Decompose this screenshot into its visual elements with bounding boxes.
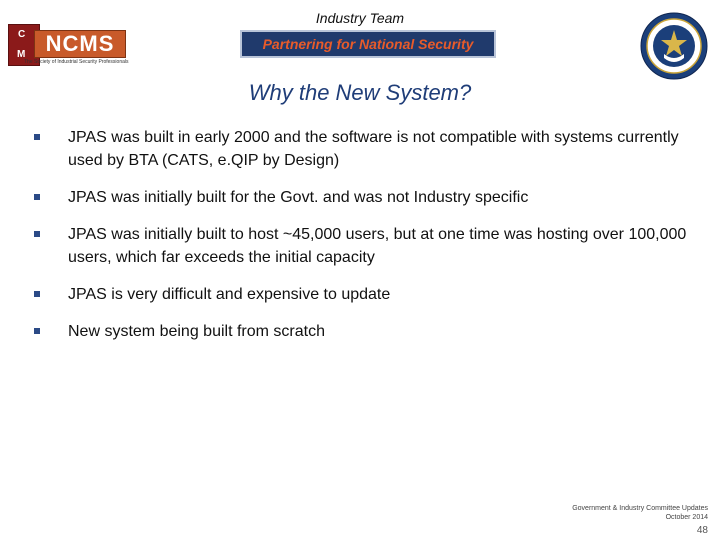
ncms-wordmark: NCMS (34, 30, 126, 58)
slide-title: Why the New System? (248, 80, 472, 105)
bullet-text: JPAS was built in early 2000 and the software is not compatible with systems currently used by BTA (CATS, e.QIP by Design) (68, 129, 679, 169)
bullet-text: JPAS was initially built for the Govt. and was not Industry specific (68, 189, 529, 206)
footer (572, 504, 708, 522)
badge-letter-c: C (18, 29, 26, 40)
bullet-text: JPAS is very difficult and expensive to update (68, 286, 391, 303)
bullet-item (34, 320, 694, 343)
bullet-square-icon (34, 291, 40, 297)
ncms-logo (8, 20, 158, 70)
footer-line-1: Government & Industry Committee Updates (572, 505, 708, 512)
bullet-list (34, 126, 694, 343)
header-label: Industry Team (315, 10, 405, 26)
bullet-text: JPAS was initially built to host ~45,000 users, but at one time was hosting over 100,000 users, which far exceeds the initial capacity (68, 226, 687, 266)
bullet-square-icon (34, 328, 40, 334)
bullet-item (34, 283, 694, 306)
bullet-square-icon (34, 134, 40, 140)
partnering-banner: Partnering for National Security (240, 30, 496, 58)
bullet-square-icon (34, 194, 40, 200)
bullet-square-icon (34, 231, 40, 237)
bullet-item (34, 223, 694, 269)
ncms-tagline: The Society of Industrial Security Professionals (24, 59, 129, 65)
footer-line-2: October 2014 (665, 514, 708, 521)
page-number: 48 (696, 525, 708, 536)
bullet-item (34, 126, 694, 172)
agency-seal-icon (640, 12, 708, 80)
bullet-item (34, 186, 694, 209)
bullet-text: New system being built from scratch (68, 323, 325, 340)
badge-letter-m: M (17, 49, 26, 60)
